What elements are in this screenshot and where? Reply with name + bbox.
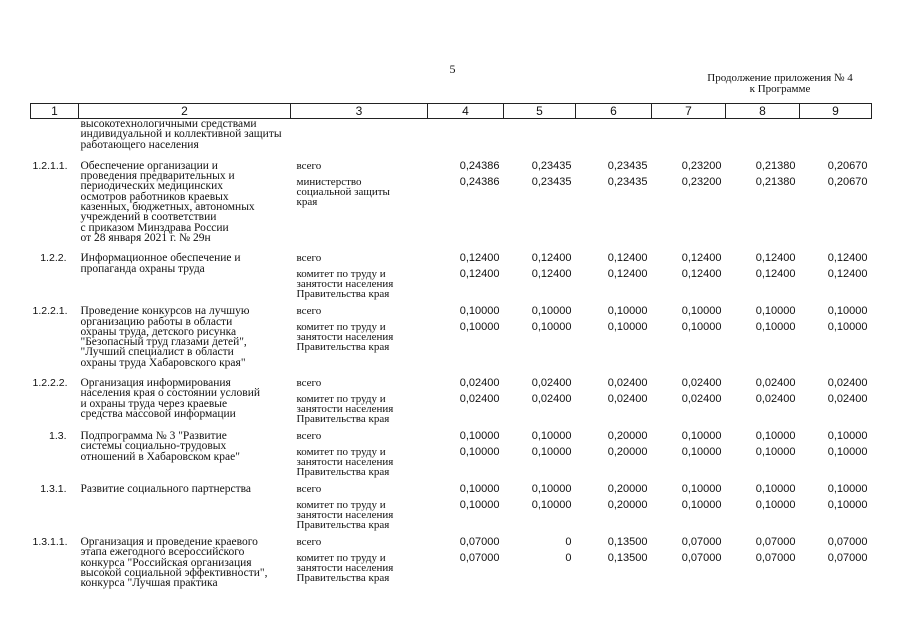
source-block (297, 553, 426, 583)
source-label-line: Правительства края (296, 288, 390, 301)
col-header-4: 4 (428, 104, 504, 119)
value: 0,10000 (755, 446, 796, 459)
value: 0,02400 (827, 393, 868, 406)
value: 0 (565, 536, 572, 549)
row-name-line: Проведение конкурсов на лучшую (80, 305, 250, 318)
value: 0,10000 (459, 430, 500, 443)
value-cell (504, 371, 576, 424)
value-cell (800, 246, 872, 299)
value: 0,10000 (531, 321, 572, 334)
value-cell (504, 154, 576, 246)
value: 0,07000 (681, 552, 722, 565)
value-cell (428, 299, 504, 371)
value: 0,12400 (681, 268, 722, 281)
value: 0,10000 (755, 430, 796, 443)
value: 0,10000 (459, 321, 500, 334)
value-cell (726, 371, 800, 424)
value: 0,23200 (681, 159, 722, 172)
intro-row (31, 119, 872, 154)
source-label-line: всего (296, 159, 322, 172)
value: 0,02400 (755, 377, 796, 390)
value: 0,20000 (607, 446, 648, 459)
table-row (31, 299, 872, 371)
source-label-line: комитет по труду и (296, 393, 386, 406)
row-name (79, 246, 291, 299)
value: 0,24386 (459, 159, 500, 172)
value-cell (428, 477, 504, 530)
value: 0,12400 (755, 268, 796, 281)
value: 0,10000 (607, 321, 648, 334)
value: 0,02400 (531, 377, 572, 390)
value-cell (726, 154, 800, 246)
row-name-line: конкурса "Российская организация (80, 556, 252, 569)
source-label-line: всего (296, 430, 322, 443)
value-cell (800, 154, 872, 246)
value: 0,10000 (459, 305, 500, 318)
value: 0,10000 (827, 446, 868, 459)
value: 0,10000 (755, 305, 796, 318)
row-code: 1.2.2. (40, 252, 67, 265)
value: 0,10000 (531, 483, 572, 496)
value: 0,12400 (531, 252, 572, 265)
value: 0,10000 (459, 499, 500, 512)
row-name-line: средства массовой информации (80, 407, 236, 420)
value-cell (652, 246, 726, 299)
row-sources (291, 246, 428, 299)
value-cell (428, 530, 504, 591)
source-block (297, 394, 426, 424)
value-cell (726, 424, 800, 477)
value: 0,10000 (681, 499, 722, 512)
source-label-line: Правительства края (296, 572, 390, 585)
source-label-line: комитет по труду и (296, 321, 386, 334)
value: 0,10000 (459, 446, 500, 459)
table-row (31, 154, 872, 246)
row-name-line: казенных, бюджетных, автономных (80, 201, 255, 214)
value: 0,07000 (459, 536, 500, 549)
value: 0,10000 (607, 305, 648, 318)
source-block (297, 161, 426, 171)
row-code: 1.3.1. (40, 483, 67, 496)
value: 0,10000 (681, 446, 722, 459)
row-name-line: Организация и проведение краевого (80, 536, 258, 549)
row-name-line: и охраны труда через краевые (80, 397, 228, 410)
source-label-line: комитет по труду и (296, 446, 386, 459)
table-row (31, 477, 872, 530)
table-row (31, 371, 872, 424)
value: 0,02400 (755, 393, 796, 406)
value: 0,23435 (607, 159, 648, 172)
value: 0,10000 (827, 483, 868, 496)
value: 0,07000 (755, 536, 796, 549)
table-row (31, 424, 872, 477)
row-name-line: Организация информирования (80, 377, 231, 390)
value-cell (726, 299, 800, 371)
row-name-line: осмотров работников краевых (80, 190, 229, 203)
source-block (297, 269, 426, 299)
value-cell (504, 477, 576, 530)
source-label-line: Правительства края (296, 519, 390, 532)
value: 0,10000 (755, 499, 796, 512)
row-sources (291, 530, 428, 591)
value-cell (576, 246, 652, 299)
row-name-line: этапа ежегодного всероссийского (80, 546, 245, 559)
source-label-line: занятости населения (296, 509, 394, 522)
col-header-1: 1 (31, 104, 79, 119)
value: 0,07000 (681, 536, 722, 549)
value: 0,10000 (755, 321, 796, 334)
row-name-line: высокой социальной эффективности", (80, 566, 268, 579)
value: 0,23200 (681, 175, 722, 188)
row-name-line: "Безопасный труд глазами детей", (80, 336, 247, 349)
row-name-line: Информационное обеспечение и (80, 252, 241, 265)
value: 0,10000 (827, 430, 868, 443)
value: 0,10000 (827, 499, 868, 512)
continuation-line-1: Продолжение приложения № 4 (707, 72, 853, 84)
value-cell (428, 154, 504, 246)
source-label-line: всего (296, 252, 322, 265)
value: 0,10000 (531, 499, 572, 512)
col-header-8: 8 (726, 104, 800, 119)
value: 0,02400 (681, 377, 722, 390)
value-cell (800, 477, 872, 530)
source-block (297, 537, 426, 547)
source-block (297, 378, 426, 388)
value: 0,21380 (755, 159, 796, 172)
value-cell (576, 371, 652, 424)
row-name-line: населения края о состоянии условий (80, 387, 261, 400)
value: 0,12400 (607, 268, 648, 281)
value: 0,10000 (531, 305, 572, 318)
row-name-line: отношений в Хабаровском крае" (80, 450, 240, 463)
row-name-line: Подпрограмма № 3 "Развитие (80, 430, 227, 443)
value-cell (652, 371, 726, 424)
source-label-line: занятости населения (296, 403, 394, 416)
value-cell (726, 530, 800, 591)
value: 0,13500 (607, 552, 648, 565)
value: 0,20670 (827, 159, 868, 172)
col-header-3: 3 (291, 104, 428, 119)
source-label-line: комитет по труду и (296, 552, 386, 565)
value: 0,21380 (755, 175, 796, 188)
value: 0,20000 (607, 499, 648, 512)
value: 0,10000 (827, 321, 868, 334)
value: 0,02400 (531, 393, 572, 406)
col-header-9: 9 (800, 104, 872, 119)
row-name (79, 299, 291, 371)
page-number: 5 (449, 62, 456, 76)
value-cell (800, 371, 872, 424)
value: 0,12400 (459, 252, 500, 265)
row-sources (291, 154, 428, 246)
value-cell (428, 371, 504, 424)
value: 0,10000 (531, 446, 572, 459)
value: 0,07000 (827, 552, 868, 565)
source-label-line: занятости населения (296, 562, 394, 575)
source-label-line: всего (296, 377, 322, 390)
value: 0,12400 (459, 268, 500, 281)
row-sources (291, 299, 428, 371)
source-block (297, 447, 426, 477)
row-name-line: организацию работы в области (80, 315, 233, 328)
row-name-line: периодических медицинских (80, 180, 224, 193)
value: 0,23435 (531, 159, 572, 172)
col-header-2: 2 (79, 104, 291, 119)
value: 0,20670 (827, 175, 868, 188)
row-code: 1.2.1.1. (32, 159, 68, 172)
source-label-line: социальной защиты (296, 185, 390, 198)
value: 0,02400 (459, 377, 500, 390)
continuation-note (680, 73, 880, 95)
row-code: 1.3. (48, 430, 67, 443)
value: 0,10000 (755, 483, 796, 496)
value-cell (652, 424, 726, 477)
source-label-line: занятости населения (296, 331, 394, 344)
value: 0,02400 (681, 393, 722, 406)
value-cell (652, 477, 726, 530)
value-cell (800, 530, 872, 591)
value: 0,02400 (827, 377, 868, 390)
value-cell (726, 477, 800, 530)
value: 0,12400 (681, 252, 722, 265)
row-name (79, 371, 291, 424)
value-cell (576, 424, 652, 477)
row-name-line: "Лучший специалист в области (80, 346, 234, 359)
value-cell (576, 530, 652, 591)
row-name-line: конкурса "Лучшая практика (80, 577, 218, 590)
value: 0,12400 (827, 252, 868, 265)
source-label-line: края (296, 195, 318, 208)
row-name-line: охраны труда, детского рисунка (80, 325, 237, 338)
table-row (31, 246, 872, 299)
value: 0,07000 (755, 552, 796, 565)
value: 0,07000 (827, 536, 868, 549)
col-header-6: 6 (576, 104, 652, 119)
value: 0,02400 (607, 377, 648, 390)
value: 0,10000 (681, 483, 722, 496)
source-block (297, 306, 426, 316)
value: 0,12400 (827, 268, 868, 281)
row-sources (291, 371, 428, 424)
source-block (297, 253, 426, 263)
row-name-line: проведения предварительных и (80, 170, 235, 183)
source-label-line: комитет по труду и (296, 499, 386, 512)
source-block (297, 322, 426, 352)
value: 0,12400 (755, 252, 796, 265)
value: 0,12400 (607, 252, 648, 265)
value-cell (504, 530, 576, 591)
source-label-line: всего (296, 536, 322, 549)
value: 0,24386 (459, 175, 500, 188)
row-name-line: от 28 января 2021 г. № 29н (80, 231, 211, 244)
row-code: 1.2.2.1. (32, 305, 68, 318)
source-label-line: всего (296, 483, 322, 496)
source-block (297, 177, 426, 207)
value-cell (576, 477, 652, 530)
source-label-line: комитет по труду и (296, 268, 386, 281)
source-label-line: Правительства края (296, 341, 390, 354)
source-label-line: Правительства края (296, 466, 390, 479)
source-block (297, 431, 426, 441)
value: 0,13500 (607, 536, 648, 549)
source-block (297, 484, 426, 494)
row-name-line: системы социально-трудовых (80, 440, 227, 453)
row-name (79, 530, 291, 591)
row-name-line: охраны труда Хабаровского края" (80, 356, 246, 369)
value-cell (504, 246, 576, 299)
value: 0,07000 (459, 552, 500, 565)
value: 0,10000 (681, 321, 722, 334)
col-header-5: 5 (504, 104, 576, 119)
row-name-line: Развитие социального партнерства (80, 483, 252, 496)
value-cell (800, 424, 872, 477)
source-label-line: Правительства края (296, 413, 390, 426)
table-row (31, 530, 872, 591)
source-label-line: всего (296, 305, 322, 318)
intro-text: высокотехнологичными средствами индивидуальной и коллективной защиты работающего населения (80, 118, 282, 151)
source-label-line: министерство (296, 175, 362, 188)
value: 0,10000 (531, 430, 572, 443)
row-name-line: Обеспечение организации и (80, 159, 218, 172)
value: 0,10000 (681, 305, 722, 318)
value-cell (800, 299, 872, 371)
value: 0,10000 (827, 305, 868, 318)
value-cell (576, 299, 652, 371)
value: 0,20000 (607, 483, 648, 496)
row-name-line: с приказом Минздрава России (80, 221, 229, 234)
column-header-row (31, 104, 872, 119)
source-label-line: занятости населения (296, 456, 394, 469)
value-cell (652, 530, 726, 591)
value: 0,10000 (459, 483, 500, 496)
col-header-7: 7 (652, 104, 726, 119)
value: 0 (565, 552, 572, 565)
value: 0,02400 (607, 393, 648, 406)
row-sources (291, 424, 428, 477)
value: 0,10000 (681, 430, 722, 443)
value-cell (504, 424, 576, 477)
row-sources (291, 477, 428, 530)
value: 0,23435 (531, 175, 572, 188)
row-name (79, 154, 291, 246)
row-code: 1.2.2.2. (32, 377, 68, 390)
row-name (79, 477, 291, 530)
value-cell (726, 246, 800, 299)
row-name-line: учреждений в соответствии (80, 211, 217, 224)
value-cell (652, 299, 726, 371)
value: 0,23435 (607, 175, 648, 188)
continuation-line-2: к Программе (749, 83, 811, 95)
value-cell (504, 299, 576, 371)
source-label-line: занятости населения (296, 278, 394, 291)
value: 0,12400 (531, 268, 572, 281)
value: 0,02400 (459, 393, 500, 406)
row-name (79, 424, 291, 477)
budget-table (30, 103, 872, 592)
value-cell (576, 154, 652, 246)
value: 0,20000 (607, 430, 648, 443)
value-cell (652, 154, 726, 246)
row-code: 1.3.1.1. (32, 536, 68, 549)
row-name-line: пропаганда охраны труда (80, 262, 205, 275)
value-cell (428, 246, 504, 299)
value-cell (428, 424, 504, 477)
source-block (297, 500, 426, 530)
